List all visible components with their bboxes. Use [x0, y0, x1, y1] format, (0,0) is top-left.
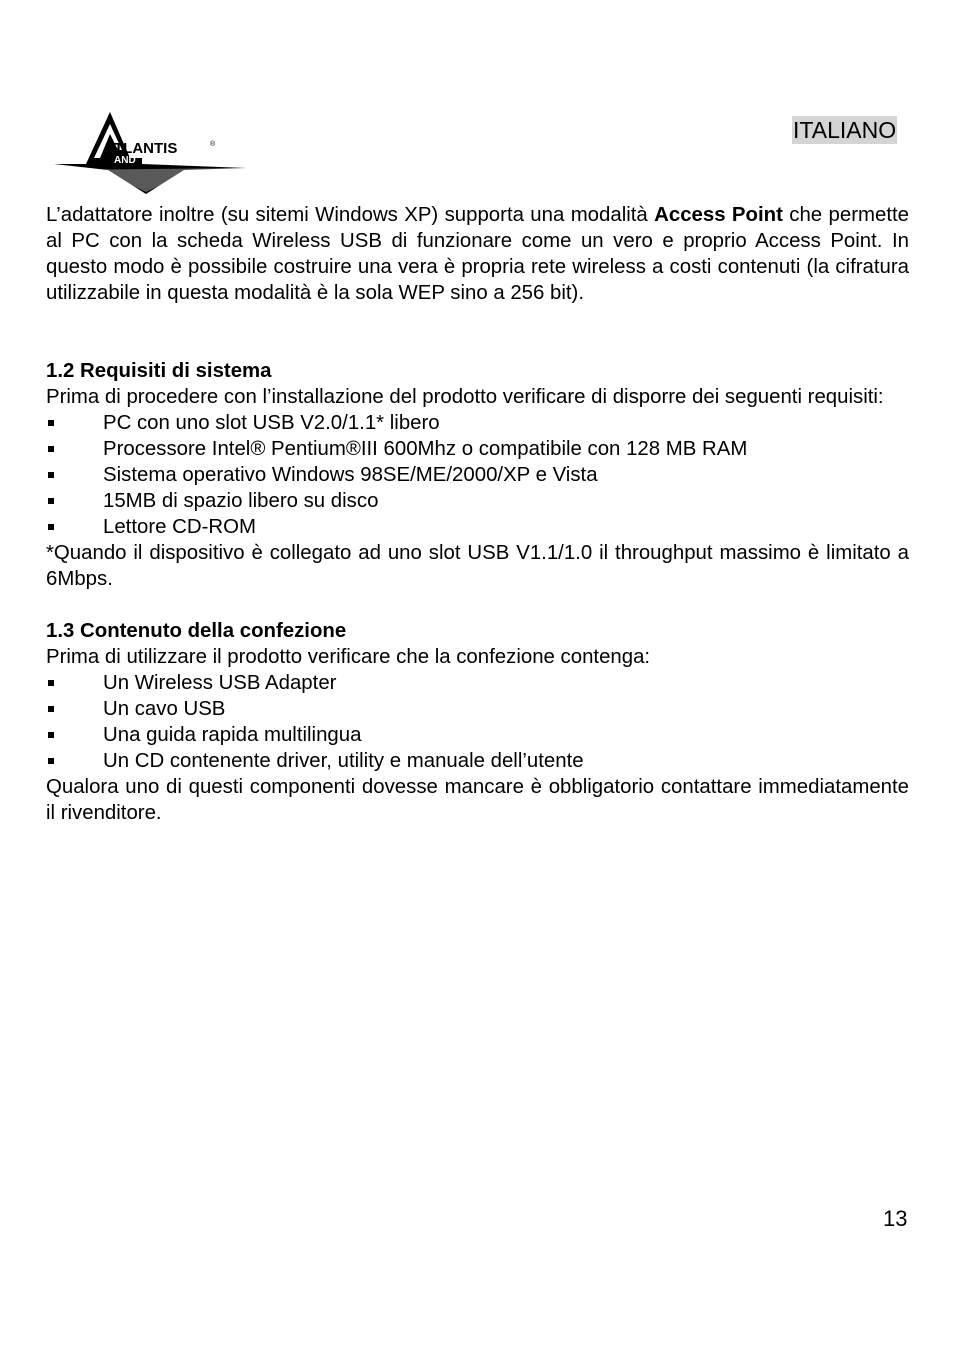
- section-heading-contents: 1.3 Contenuto della confezione: [46, 620, 347, 642]
- list-item-text: Processore Intel® Pentium®III 600Mhz o compatibile con 128 MB RAM: [103, 438, 748, 460]
- requirements-list: [46, 410, 909, 540]
- list-item: [46, 748, 909, 774]
- bullet-icon: [48, 680, 54, 686]
- svg-text:AND: AND: [114, 155, 136, 166]
- atlantis-logo: [50, 108, 250, 198]
- list-item: [46, 488, 909, 514]
- requirements-note: *Quando il dispositivo è collegato ad uno slot USB V1.1/1.0 il throughput massimo è limitato a 6Mbps.: [46, 542, 909, 590]
- list-item: [46, 410, 909, 436]
- list-item-text: Una guida rapida multilingua: [103, 724, 362, 746]
- list-item-text: Un Wireless USB Adapter: [103, 672, 337, 694]
- spacer: [46, 306, 909, 332]
- requirements-intro: Prima di procedere con l’installazione del prodotto verificare di disporre dei seguenti requisiti:: [46, 386, 884, 408]
- list-item: [46, 436, 909, 462]
- bullet-icon: [48, 732, 54, 738]
- list-item: [46, 696, 909, 722]
- list-item: [46, 722, 909, 748]
- list-item-text: 15MB di spazio libero su disco: [103, 490, 379, 512]
- list-item: [46, 514, 909, 540]
- intro-paragraph: [46, 202, 909, 306]
- contents-list: [46, 670, 909, 774]
- bullet-icon: [48, 524, 54, 530]
- page-content: [46, 202, 909, 826]
- list-item-text: Un CD contenente driver, utility e manuale dell’utente: [103, 750, 584, 772]
- spacer: [46, 592, 909, 618]
- svg-text:®: ®: [210, 141, 216, 148]
- section-heading-requirements: 1.2 Requisiti di sistema: [46, 360, 272, 382]
- bullet-icon: [48, 498, 54, 504]
- bullet-icon: [48, 446, 54, 452]
- intro-text-after: che permette al PC con la scheda Wireless USB di funzionare come un vero e proprio Access Point. In questo modo è possibile costruire una vera è propria rete wireless a costi contenuti (la cifratura utilizzabile in questa modalità è la sola WEP sino a 256 bit).: [46, 204, 909, 304]
- spacer: [46, 332, 909, 358]
- list-item: [46, 462, 909, 488]
- bullet-icon: [48, 758, 54, 764]
- page-number: 13: [883, 1206, 908, 1231]
- language-label: ITALIANO: [793, 117, 897, 143]
- list-item: [46, 670, 909, 696]
- intro-text-before: L’adattatore inoltre (su sitemi Windows XP) supporta una modalità: [46, 204, 655, 226]
- bullet-icon: [48, 472, 54, 478]
- bullet-icon: [48, 420, 54, 426]
- bullet-icon: [48, 706, 54, 712]
- list-item-text: PC con uno slot USB V2.0/1.1* libero: [103, 412, 440, 434]
- contents-note: Qualora uno di questi componenti dovesse mancare è obbligatorio contattare immediatamente il rivenditore.: [46, 776, 909, 824]
- atlantis-logo-mark: [50, 108, 250, 198]
- contents-intro: Prima di utilizzare il prodotto verificare che la confezione contenga:: [46, 646, 651, 668]
- list-item-text: Un cavo USB: [103, 698, 226, 720]
- list-item-text: Lettore CD-ROM: [103, 516, 256, 538]
- list-item-text: Sistema operativo Windows 98SE/ME/2000/XP e Vista: [103, 464, 598, 486]
- svg-text:TLANTIS: TLANTIS: [114, 140, 178, 157]
- intro-bold-term: Access Point: [654, 204, 783, 226]
